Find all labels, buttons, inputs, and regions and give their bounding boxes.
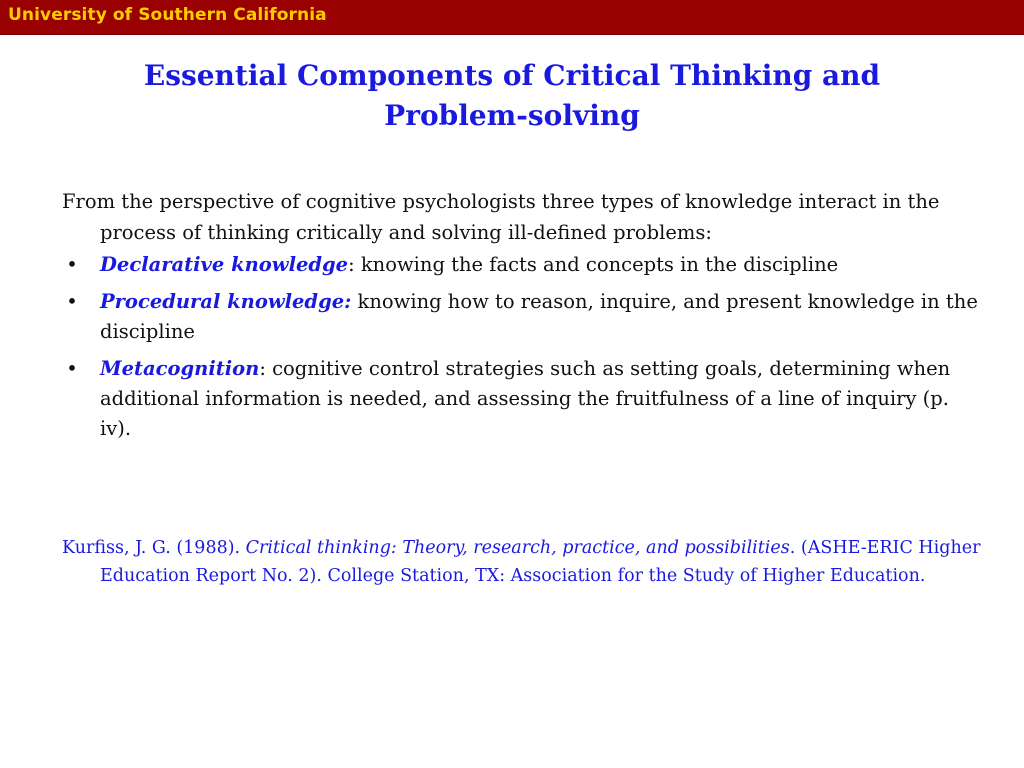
university-logo-text: University of Southern California (8, 5, 327, 25)
citation-reference (62, 534, 982, 590)
slide-body (62, 186, 982, 451)
bullet-icon: • (66, 290, 78, 313)
citation-publication-details: . (ASHE-ERIC Higher Education Report No. 2). College Station, TX: Association for the Study of Higher Education. (100, 538, 981, 586)
term-metacognition: Metacognition (100, 357, 260, 380)
term-procedural-knowledge: Procedural knowledge (100, 290, 345, 313)
list-item-metacognition (62, 354, 982, 444)
term-separator: : (348, 253, 355, 276)
definition-metacognition: cognitive control strategies such as setting goals, determining when additional information is needed, and assessing the fruitfulness of a line of inquiry (p. iv). (100, 357, 951, 440)
citation-authors: Kurfiss, J. G. (1988). (62, 538, 246, 558)
term-separator: : (344, 290, 352, 313)
knowledge-types-list (62, 250, 982, 444)
citation-work-title: Critical thinking: Theory, research, practice, and possibilities (245, 538, 790, 558)
intro-paragraph: From the perspective of cognitive psychologists three types of knowledge interact in the process of thinking critically and solving ill-defined problems: (62, 190, 940, 244)
definition-procedural: knowing how to reason, inquire, and present knowledge in the discipline (100, 290, 978, 343)
slide-title-line-1: Essential Components of Critical Thinking and (143, 59, 881, 92)
list-item-declarative (62, 250, 982, 280)
list-item-procedural (62, 287, 982, 347)
slide-title (60, 56, 964, 136)
bullet-icon: • (66, 253, 78, 276)
slide-title-line-2: Problem-solving (384, 99, 640, 132)
definition-declarative: knowing the facts and concepts in the discipline (354, 253, 839, 276)
bullet-icon: • (66, 357, 78, 380)
term-separator: : (259, 357, 266, 380)
header-bar (0, 0, 1024, 35)
term-declarative-knowledge: Declarative knowledge (100, 253, 349, 276)
